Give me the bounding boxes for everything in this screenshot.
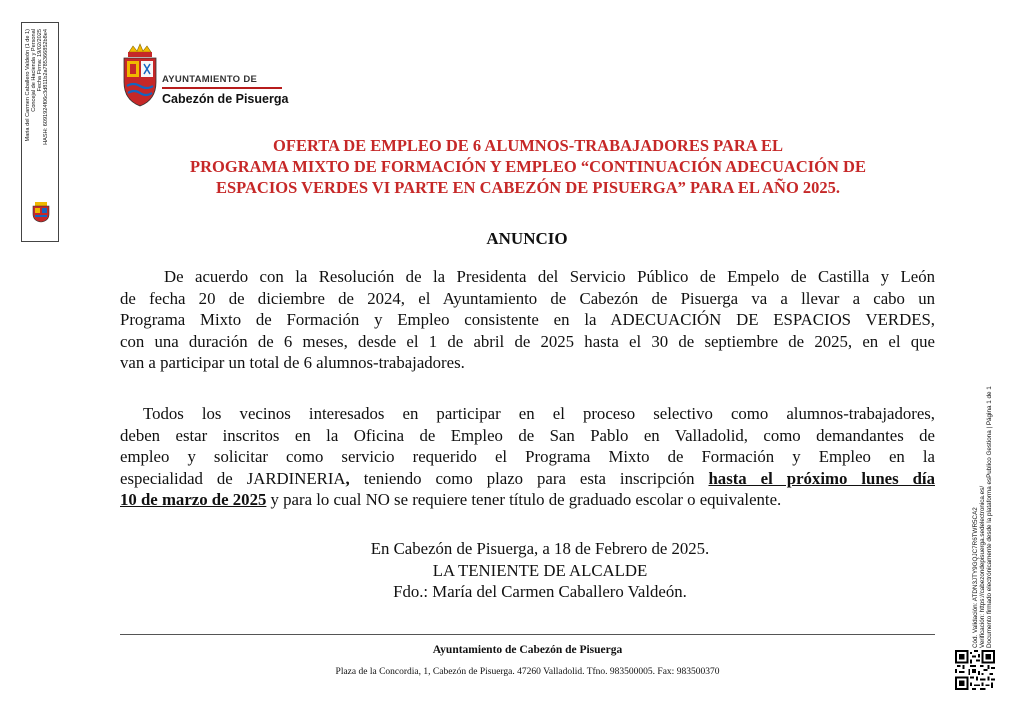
signatory-name: Fdo.: María del Carmen Caballero Valdeón. (393, 582, 687, 601)
paragraph-line: Todos los vecinos interesados en participar en el proceso selectivo como alumnos-trabajadores, (143, 404, 935, 423)
paragraph-line: empleo y solicitar como servicio requerido el Programa Mixto de Formación y Empleo en la (120, 447, 935, 466)
verification-line: Cód. Validación: ATDN3JTY9GQJC7R6TWR5CA2 (972, 507, 979, 648)
logo-line-2: Cabezón de Pisuerga (162, 92, 289, 106)
signature-box (21, 22, 59, 242)
paragraph-line: deben estar inscritos en la Oficina de Empleo de San Pablo en Valladolid, como demandantes de (120, 425, 935, 445)
specialty-text: especialidad de JARDINERIA (120, 468, 346, 488)
paragraph-line (120, 468, 935, 490)
signature-line: Fecha Firma: 19/02/2025 (37, 29, 43, 92)
paragraph-line: Programa Mixto de Formación y Empleo consistente en la ADECUACIÓN DE ESPACIOS VERDES, (120, 310, 935, 329)
signature-line: Concejal de Hacienda y Personal (31, 29, 37, 112)
qr-code-icon (955, 650, 995, 690)
paragraph-2 (120, 403, 935, 511)
paragraph-line (120, 489, 935, 511)
closing-block (200, 538, 880, 603)
logo-line-1: AYUNTAMIENTO DE (162, 74, 258, 85)
municipality-logo (121, 42, 301, 112)
paragraph-1 (120, 266, 935, 374)
title-line: OFERTA DE EMPLEO DE 6 ALUMNOS-TRABAJADORES PARA EL (273, 136, 783, 155)
verification-line: Documento firmado electrónicamente desde la plataforma esPublico Gestiona | Página 1 de 1 (986, 386, 993, 648)
paragraph-line: De acuerdo con la Resolución de la Presidenta del Servicio Público de Empelo de Castilla y León (164, 267, 935, 286)
title-line: ESPACIOS VERDES VI PARTE EN CABEZÓN DE PISUERGA” PARA EL AÑO 2025. (215, 178, 841, 197)
logo-divider (162, 87, 282, 89)
footer-address: Plaza de la Concordia, 1, Cabezón de Pisuerga. 47260 Valladolid. Tfno. 983500005. Fax: 983500370 (335, 667, 720, 677)
announcement-heading: ANUNCIO (486, 229, 568, 248)
small-shield-icon (30, 201, 52, 223)
signature-line: HASH: 6091924f06c3d811b2a785366852b8e4 (43, 29, 49, 145)
title-line: PROGRAMA MIXTO DE FORMACIÓN Y EMPLEO “CONTINUACIÓN ADECUACIÓN DE (190, 157, 866, 176)
verification-text (964, 338, 1000, 648)
signature-text (25, 29, 49, 179)
paragraph-line: de fecha 20 de diciembre de 2024, el Ayuntamiento de Cabezón de Pisuerga va a llevar a cabo un (120, 288, 935, 308)
coat-of-arms-icon (121, 42, 159, 110)
deadline-highlight: hasta el próximo lunes día (708, 468, 935, 488)
signature-line: Maria del Carmen Caballero Valdeón (1 de 1) (25, 29, 31, 142)
requirement-text: y para lo cual NO se requiere tener título de graduado escolar o equivalente. (266, 490, 782, 509)
deadline-date: 10 de marzo de 2025 (120, 490, 267, 509)
verification-line: Verificación: https://cabezondepisuerga.sedelectronica.es/ (979, 485, 986, 648)
footer-divider (120, 634, 935, 635)
document-title (110, 135, 946, 198)
paragraph-line: con una duración de 6 meses, desde el 1 de abril de 2025 hasta el 30 de septiembre de 2025, en el que (120, 331, 935, 351)
footer-org-name: Ayuntamiento de Cabezón de Pisuerga (432, 644, 623, 656)
paragraph-line: van a participar un total de 6 alumnos-trabajadores. (120, 353, 465, 372)
signatory-role: LA TENIENTE DE ALCALDE (432, 560, 648, 580)
deadline-intro: teniendo como plazo para esta inscripción (349, 468, 709, 488)
place-date: En Cabezón de Pisuerga, a 18 de Febrero de 2025. (370, 539, 710, 558)
comma: , (345, 468, 350, 488)
